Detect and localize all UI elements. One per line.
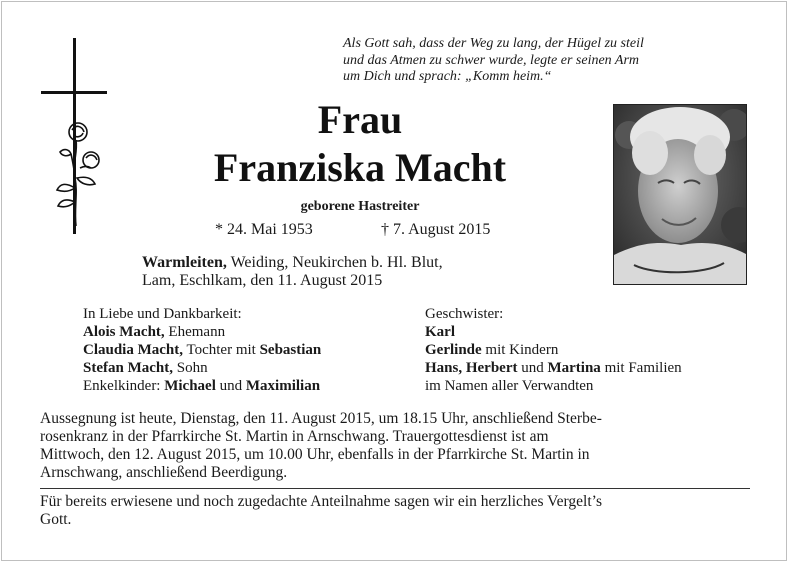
family-right-row bbox=[425, 323, 682, 341]
cross-bar bbox=[41, 91, 107, 94]
family-right-heading: Geschwister: bbox=[425, 306, 504, 322]
relative-name: Stefan Macht, bbox=[83, 360, 173, 376]
relative-name: Hans, Herbert bbox=[425, 360, 518, 376]
salutation: Frau bbox=[317, 97, 403, 142]
family-right-row bbox=[425, 359, 682, 377]
family-left-heading: In Liebe und Dankbarkeit: bbox=[83, 306, 242, 322]
places-rest: Weiding, Neukirchen b. Hl. Blut, bbox=[226, 254, 443, 271]
relative-name: Michael bbox=[164, 378, 216, 394]
relation: Sohn bbox=[173, 360, 208, 376]
service-line: Arnschwang, anschließend Beerdigung. bbox=[40, 464, 288, 481]
family-left-row bbox=[83, 341, 321, 359]
family-right-row: im Namen aller Verwandten bbox=[425, 378, 594, 394]
relative-name: Gerlinde bbox=[425, 342, 482, 358]
places-bold: Warmleiten, bbox=[142, 254, 227, 271]
poem-line: und das Atmen zu schwer wurde, legte er seinen Arm bbox=[343, 52, 640, 68]
portrait-image bbox=[614, 105, 747, 285]
relation: Tochter mit bbox=[183, 342, 260, 358]
relative-name: Alois Macht, bbox=[83, 324, 165, 340]
relative-name: Claudia Macht, bbox=[83, 342, 184, 358]
family-right-row bbox=[425, 341, 682, 359]
family-right bbox=[425, 305, 682, 395]
maiden-name: geborene Hastreiter bbox=[300, 199, 420, 214]
relation: mit Familien bbox=[600, 360, 682, 376]
death-date: † 7. August 2015 bbox=[381, 221, 491, 238]
family-left-row bbox=[83, 359, 321, 377]
thanks-line: Für bereits erwiesene und noch zugedachte Anteilnahme sagen wir ein herzliches Vergelt’s bbox=[40, 493, 602, 510]
places-line-2: Lam, Eschlkam, den 11. August 2015 bbox=[142, 272, 383, 289]
family-left bbox=[83, 305, 321, 395]
relation: Ehemann bbox=[164, 324, 226, 340]
service-paragraph bbox=[40, 410, 750, 482]
service-line: Mittwoch, den 12. August 2015, um 10.00 Uhr, ebenfalls in der Pfarrkirche St. Martin in bbox=[40, 446, 590, 463]
relative-name: Martina bbox=[547, 360, 601, 376]
rose-icon bbox=[48, 118, 108, 228]
relative-name: Karl bbox=[425, 324, 455, 340]
family-left-row bbox=[83, 323, 321, 341]
relation: mit Kindern bbox=[481, 342, 559, 358]
birth-date: * 24. Mai 1953 bbox=[215, 221, 313, 238]
places bbox=[142, 254, 443, 290]
family-left-row bbox=[83, 377, 321, 395]
thanks-line: Gott. bbox=[40, 511, 72, 528]
relation: und bbox=[215, 378, 246, 394]
relation: Enkelkinder: bbox=[83, 378, 165, 394]
divider bbox=[40, 488, 750, 489]
service-line: rosenkranz in der Pfarrkirche St. Martin in Arnschwang. Trauergottesdienst ist am bbox=[40, 428, 549, 445]
relative-name: Sebastian bbox=[259, 342, 322, 358]
places-line-1 bbox=[142, 254, 443, 272]
thanks-paragraph bbox=[40, 493, 750, 529]
relative-name: Maximilian bbox=[245, 378, 321, 394]
deceased-name: Franziska Macht bbox=[213, 145, 507, 190]
poem bbox=[343, 36, 753, 86]
service-line: Aussegnung ist heute, Dienstag, den 11. August 2015, um 18.15 Uhr, anschließend Sterbe- bbox=[40, 410, 602, 427]
poem-line: um Dich und sprach: „Komm heim.“ bbox=[343, 69, 552, 84]
portrait-photo bbox=[613, 104, 747, 285]
relation: und bbox=[517, 360, 548, 376]
poem-line: Als Gott sah, dass der Weg zu lang, der Hügel zu steil bbox=[343, 36, 644, 51]
